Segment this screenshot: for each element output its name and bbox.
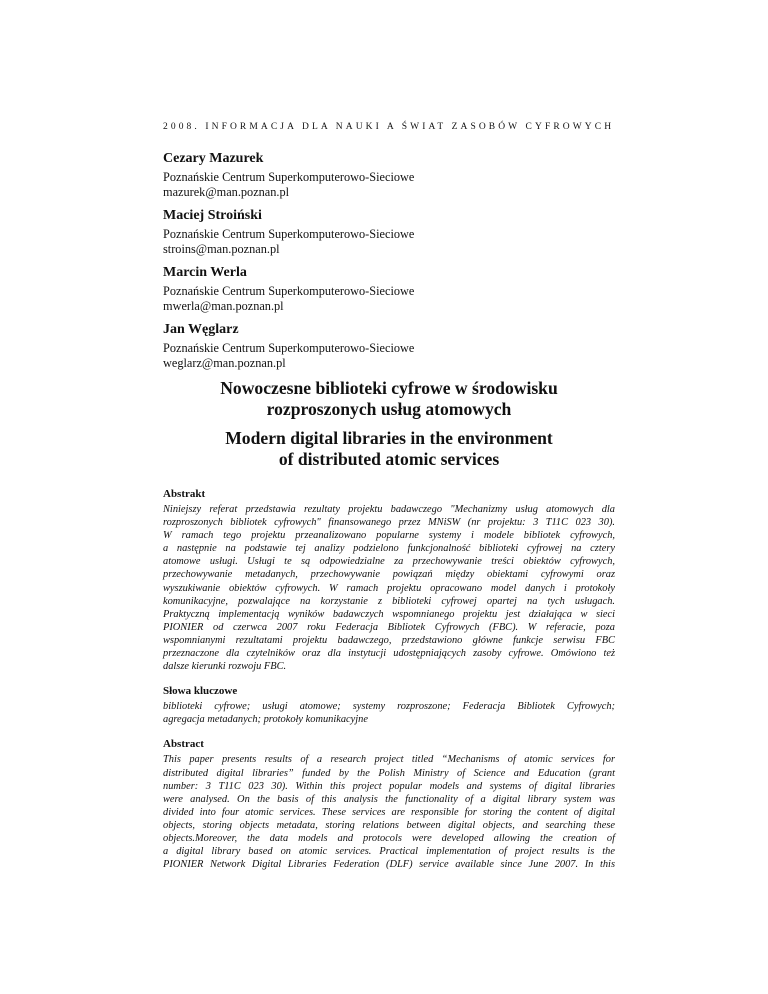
text-line: rozproszonych bibliotek cyfrowych" finansowanego przez MNiSW (nr projektu: 3 T11C 023 30). [163, 517, 615, 529]
text-line: number: 3 T11C 023 30). Within this project popular models and systems of digital libraries [163, 780, 615, 792]
text-line: wyszukiwanie obiektów cyfrowych. W ramach projektu opracowano model danych i protokoły [163, 582, 615, 594]
author-affiliation: Poznańskie Centrum Superkomputerowo-Sieciowe [163, 341, 415, 355]
author-affiliation: Poznańskie Centrum Superkomputerowo-Sieciowe [163, 170, 415, 184]
text-line: komunikacyjne, pozwalające na korzystanie z biblioteki cyfrowej opartej na tych usługach. [163, 595, 615, 607]
paper-titles [163, 378, 615, 470]
abstract-section [163, 737, 615, 871]
author-email: mazurek@man.poznan.pl [163, 185, 290, 199]
text-line: a digital library based on atomic services. Practical implementation of project results is the [163, 846, 615, 858]
polish-title-line: rozproszonych usług atomowych [266, 399, 512, 419]
text-line: objects, storing objects metadata, storing relations between digital objects, and searching these [163, 819, 615, 831]
author-name: Maciej Stroiński [163, 208, 262, 223]
english-title-line: of distributed atomic services [278, 449, 500, 469]
polish-title [163, 378, 615, 420]
text-line: distributed digital libraries” funded by the Polish Ministry of Science and Education (grant [163, 767, 615, 779]
author-affiliation: Poznańskie Centrum Superkomputerowo-Sieciowe [163, 227, 415, 241]
author-email: stroins@man.poznan.pl [163, 242, 280, 256]
abstract-body [163, 753, 615, 871]
abstract-heading: Abstract [163, 738, 204, 751]
text-line: PIONIER od czerwca 2007 roku Federacja Bibliotek Cyfrowych (FBC). W referacie, poza [163, 621, 615, 633]
text-line: agregacja metadanych; protokoły komunikacyjne [163, 714, 368, 726]
text-line: przeznaczone dla czytelników oraz dla instytucji udostępniających zasoby cyfrowe. Omówiono też [163, 648, 615, 660]
author-name: Marcin Werla [163, 265, 247, 280]
text-line: were analysed. On the basis of this analysis the functionality of a digital library system was [163, 793, 615, 805]
author-block [163, 207, 615, 257]
keywords-body [163, 700, 615, 726]
text-line: wspomnianymi rezultatami projektu badawczego, przedstawiono główne funkcje serwisu FBC [163, 634, 615, 646]
text-line: dalsze kierunki rozwoju FBC. [163, 661, 287, 673]
text-line: biblioteki cyfrowe; usługi atomowe; systemy rozproszone; Federacja Bibliotek Cyfrowych; [163, 701, 615, 713]
abstrakt-body [163, 503, 615, 673]
keywords-heading: Słowa kluczowe [163, 685, 238, 698]
author-list [163, 150, 615, 378]
author-email: weglarz@man.poznan.pl [163, 356, 286, 370]
author-name: Jan Węglarz [163, 322, 239, 337]
text-line: a następnie na podstawie tej analizy podzielono funkcjonalność biblioteki cyfrowej na cztery [163, 543, 615, 555]
author-affiliation: Poznańskie Centrum Superkomputerowo-Sieciowe [163, 284, 415, 298]
text-line: atomowe usługi. Usługi te są odpowiedzialne za przechowywanie treści obiektów cyfrowych, [163, 556, 615, 568]
author-block [163, 264, 615, 314]
running-header: 2008. INFORMACJA DLA NAUKI A ŚWIAT ZASOBÓW CYFROWYCH [163, 122, 615, 132]
abstrakt-section [163, 487, 615, 673]
text-line: przechowywanie metadanych, przechowywanie powiązań między obiektami cyfrowymi oraz [163, 569, 615, 581]
english-title [163, 428, 615, 470]
keywords-section [163, 684, 615, 726]
text-line: Praktyczną implementacją wyników badawczych wspomnianego projektu jest działająca w sieci [163, 608, 615, 620]
text-line: divided into four atomic services. These services are responsible for storing the content of digital [163, 806, 615, 818]
abstrakt-heading: Abstrakt [163, 488, 206, 500]
polish-title-line: Nowoczesne biblioteki cyfrowe w środowisku [220, 378, 558, 398]
text-line: PIONIER Network Digital Libraries Federation (DLF) service available since June 2007. In this [163, 859, 615, 871]
text-line: W ramach tego projektu przeanalizowano popularne systemy i modele bibliotek cyfrowych, [163, 530, 615, 542]
author-block [163, 150, 615, 200]
text-line: objects.Moreover, the data models and protocols were developed allowing the creation of [163, 832, 615, 844]
text-line: This paper presents results of a research project titled “Mechanisms of atomic services for [163, 754, 615, 766]
author-name: Cezary Mazurek [163, 151, 264, 166]
text-line: Niniejszy referat przedstawia rezultaty projektu badawczego "Mechanizmy usług atomowych dla [163, 504, 615, 515]
author-email: mwerla@man.poznan.pl [163, 299, 284, 313]
abstract-sections [163, 487, 615, 882]
author-block [163, 321, 615, 371]
english-title-line: Modern digital libraries in the environment [225, 428, 553, 448]
